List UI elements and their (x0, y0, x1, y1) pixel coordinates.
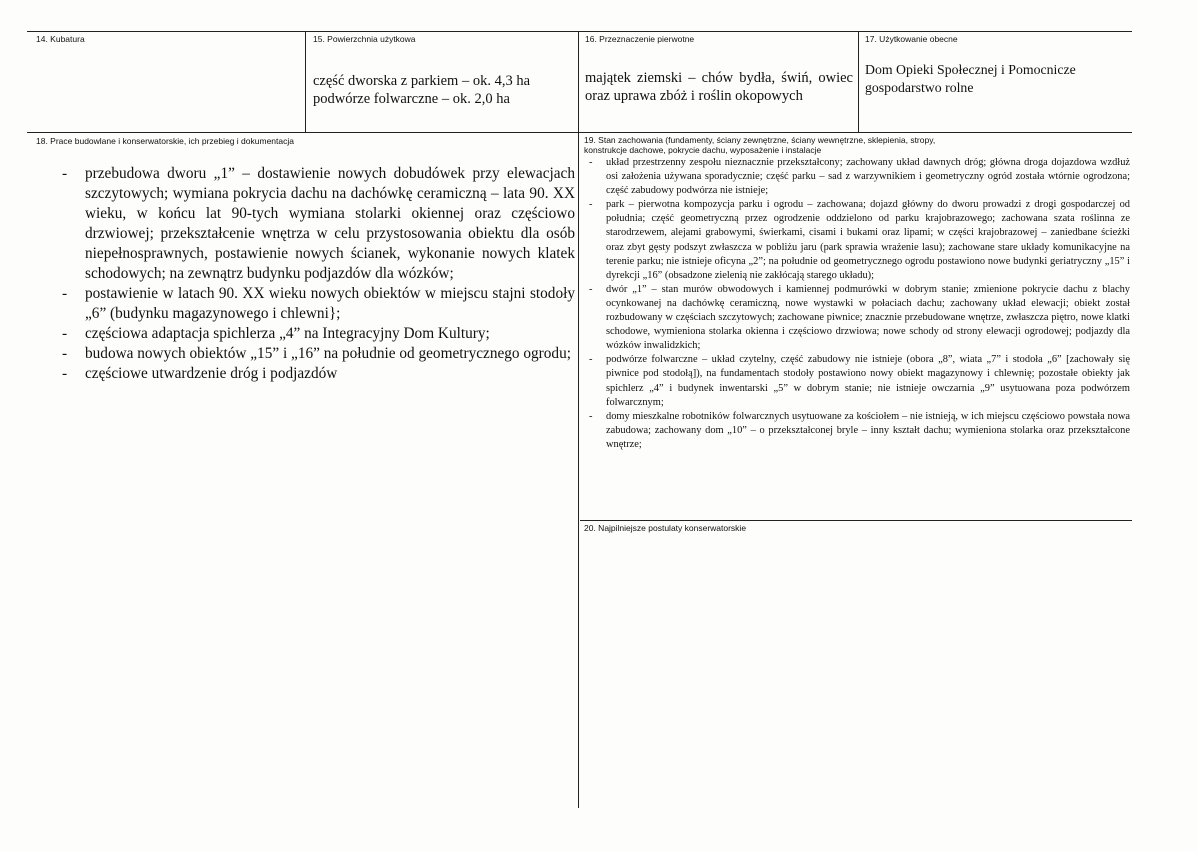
field-19-list (584, 156, 1130, 452)
field-15-line-2: podwórze folwarczne – ok. 2,0 ha (313, 91, 510, 107)
list-item: - podwórze folwarczne – układ czytelny, część zabudowy nie istnieje (obora „8”, wiata „7” i stodoła „6” [zachowały się piwnice pod stodołą]), na fundamentach stodoły postawiono nowy obiekt magazynowy i chlewnię; pozostałe obiekty jak spichlerz „4” i budynek inwentarski „5” w dobrym stanie; nie istnieje owczarnia „9” usytuowana poza podwórzem folwarcznym; (589, 354, 1130, 408)
field-15-line-1: część dworska z parkiem – ok. 4,3 ha (313, 73, 531, 89)
field-20-label: 20. Najpilniejsze postulaty konserwatorskie (584, 523, 747, 533)
field-14-kubatura (36, 34, 301, 130)
top-rule (27, 31, 1132, 32)
field-18-label: 18. Prace budowlane i konserwatorskie, ich przebieg i dokumentacja (36, 136, 294, 146)
rule-19-20 (580, 520, 1132, 521)
list-item: - domy mieszkalne robotników folwarcznych usytuowane za kościołem – nie istnieją, w ich miejscu częściowo powstała nowa zabudowa; zachowany dom „10” – o przekształconej bryle – inny kształt dachu; wymieniona stolarka oraz przekształcone wnętrze; (589, 410, 1130, 450)
field-14-label: 14. Kubatura (36, 34, 85, 44)
field-15-label: 15. Powierzchnia użytkowa (313, 34, 416, 44)
field-17-uzytkowanie (865, 34, 1130, 130)
field-18-list (30, 164, 575, 384)
list-item: - układ przestrzenny zespołu nieznacznie przekształcony; zachowany układ dawnych dróg; główna droga dojazdowa wzdłuż osi założenia używana sporadycznie; część parku – sad z warzywnikiem i geometryczny ogród została wtórnie ogrodzona; część zabudowy podwórza nie istnieje; (589, 157, 1130, 197)
field-17-line-2: gospodarstwo rolne (865, 80, 974, 95)
list-item: - park – pierwotna kompozycja parku i ogrodu – zachowana; dojazd główny do dworu prowadzi z drogi gospodarczej od południa; część geometryczną przez ogrodzenie oddzielono od parku krajobrazowego; zachowana szata roślinna ze starodrzewem, alejami grabowymi, świerkami, cisami i bukami oraz lipami; w części krajobrazowej – zaniedbane ścieżki oraz zbyt gęsty podszyt zwłaszcza w pobliżu jaru (park sprawia wrażenie lasu); zachowane stare układy komunikacyjne na terenie parku; nie istnieje oficyna „2”; na południe od geometrycznego ogrodu postawiono nowe budynki geriatryczny „15” i dyrekcji „16” (obsadzone zielenią nie zakłócają starego układu); (589, 199, 1130, 281)
field-16-value: majątek ziemski – chów bydła, świń, owiec oraz uprawa zbóż i roślin okopowych (585, 70, 853, 104)
field-19-label-line-2: konstrukcje dachowe, pokrycie dachu, wyposażenie i instalacje (584, 145, 822, 155)
list-item: - dwór „1” – stan murów obwodowych i kamiennej podmurówki w dobrym stanie; zmienione pokrycie dachu z blachy ocynkowanej na dachówkę ceramiczną, nowe wystawki w połaciach dachu; zachowany układ elewacji; obiekt został rozbudowany w częściach szczytowych; zachowane piwnice; znacznie przebudowane wnętrze, zwłaszcza piętro, nowe klatki schodowe, wymieniona stolarka okienna i częściowo drzwiowa; nowe schody od strony elewacji ogrodowej; podjazdy dla wózków inwalidzkich; (589, 283, 1130, 352)
field-15-value (313, 72, 575, 108)
divider-14-15 (305, 31, 306, 133)
divider-16-17 (858, 31, 859, 133)
field-17-value (865, 61, 1130, 97)
field-19-stan-zachowania (584, 135, 1132, 519)
field-15-powierzchnia (313, 34, 575, 130)
field-19-label-line-1: 19. Stan zachowania (fundamenty, ściany zewnętrzne, ściany wewnętrzne, sklepienia, stropy, (584, 135, 936, 145)
list-item: - postawienie w latach 90. XX wieku nowych obiektów w miejscu stajni stodoły „6” (budynku magazynowego i chlewni}; (62, 285, 575, 322)
list-item: - częściowe utwardzenie dróg i podjazdów (62, 365, 338, 382)
list-item: - przebudowa dworu „1” – dostawienie nowych dobudówek przy elewacjach szczytowych; wymiana pokrycia dachu na dachówkę ceramiczną – lata 90. XX wieku, w końcu lat 90-tych wymiana stolarki okiennej oraz częściowo drzwiowej; przekształcenie wnętrza w celu przystosowania obiektu dla osób niepełnosprawnych, postawienie nowych ścianek, wykonanie nowych klatek schodowych; na zewnątrz budynku podjazdów dla wózków; (62, 165, 575, 282)
middle-rule (27, 132, 1132, 133)
divider-main (578, 31, 579, 808)
field-16-przeznaczenie (585, 34, 853, 130)
field-20-postulaty (584, 523, 1132, 807)
field-17-label: 17. Użytkowanie obecne (865, 34, 958, 44)
list-item: - częściowa adaptacja spichlerza „4” na Integracyjny Dom Kultury; (62, 325, 490, 342)
field-16-label: 16. Przeznaczenie pierwotne (585, 34, 695, 44)
list-item: - budowa nowych obiektów „15” i „16” na południe od geometrycznego ogrodu; (62, 345, 571, 362)
field-17-line-1: Dom Opieki Społecznej i Pomocnicze (865, 62, 1076, 77)
